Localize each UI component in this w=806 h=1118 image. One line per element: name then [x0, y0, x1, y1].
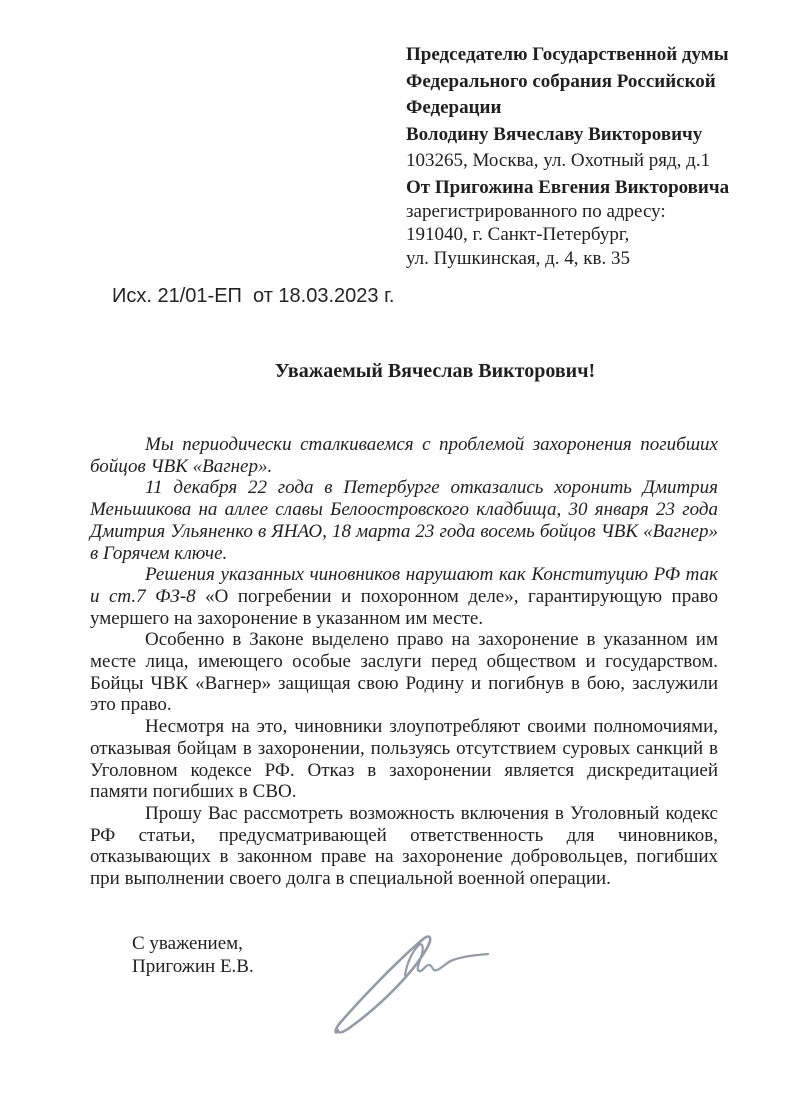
signature-svg [328, 918, 498, 1050]
reference-number: Исх. 21/01-ЕП от 18.03.2023 г. [112, 285, 395, 307]
body-paragraph: Мы периодически сталкиваемся с проблемой захоронения погибших бойцов ЧВК «Вагнер». [90, 434, 718, 477]
body-paragraph: Прошу Вас рассмотреть возможность включения в Уголовный кодекс РФ статьи, предусматривающей ответственность для чиновников, отказывающих в законном праве на захоронение добровольцев, погибших при выполнении своего долга в специальной военной операции. [90, 802, 718, 890]
signature-stroke [405, 944, 488, 975]
body-paragraph: Несмотря на это, чиновники злоупотребляют своими полномочиями, отказывая бойцам в захоронении, пользуясь отсутствием суровых санкций в Уголовном кодексе РФ. Отказ в захоронении является дискредитацией памяти погибших в СВО. [90, 716, 718, 803]
letter-body [90, 434, 718, 890]
closing-block [132, 933, 254, 978]
paragraph-segment: Решения указанных чиновников нарушают как Конституцию РФ так и ст.7 ФЗ-8 [90, 564, 718, 607]
signature-stroke [336, 937, 431, 1033]
sender-address-line: ул. Пушкинская, д. 4, кв. 35 [406, 247, 630, 269]
salutation: Уважаемый Вячеслав Викторович! [274, 360, 596, 382]
recipient-line: Федерации [406, 97, 502, 118]
closing-regards: С уважением, [132, 933, 243, 954]
sender-line: От Пригожина Евгения Викторовича [406, 177, 730, 198]
paragraph-segment: «О погребении и похоронном деле», гарантирующую право умершего на захоронение в указанном им месте. [90, 585, 718, 629]
sender-address-line: 191040, г. Санкт-Петербург, [406, 224, 630, 245]
closing-name: Пригожин Е.В. [132, 955, 254, 977]
sender-line: зарегистрированного по адресу: [406, 200, 666, 222]
body-paragraph: 11 декабря 22 года в Петербурге отказались хоронить Дмитрия Меньшикова на аллее славы Белоостровского кладбища, 30 января 23 года Дмитрия Ульяненко в ЯНАО, 18 марта 23 года восемь бойцов ЧВК «Вагнер» в Горячем ключе. [90, 477, 718, 564]
recipient-block [406, 42, 776, 175]
signature [328, 918, 498, 1050]
recipient-address-line: 103265, Москва, ул. Охотный ряд, д.1 [406, 150, 711, 171]
recipient-line: Володину Вячеславу Викторовичу [406, 123, 703, 145]
recipient-line: Председателю Государственной думы [406, 44, 729, 65]
body-paragraph: Особенно в Законе выделено право на захоронение в указанном им месте лица, имеющего особые заслуги перед обществом и государством. Бойцы ЧВК «Вагнер» защищая свою Родину и погибнув в бою, заслужили это право. [90, 629, 718, 716]
recipient-line: Федерального собрания Российской [406, 70, 716, 92]
sender-block [406, 176, 776, 270]
body-paragraph [90, 564, 718, 629]
